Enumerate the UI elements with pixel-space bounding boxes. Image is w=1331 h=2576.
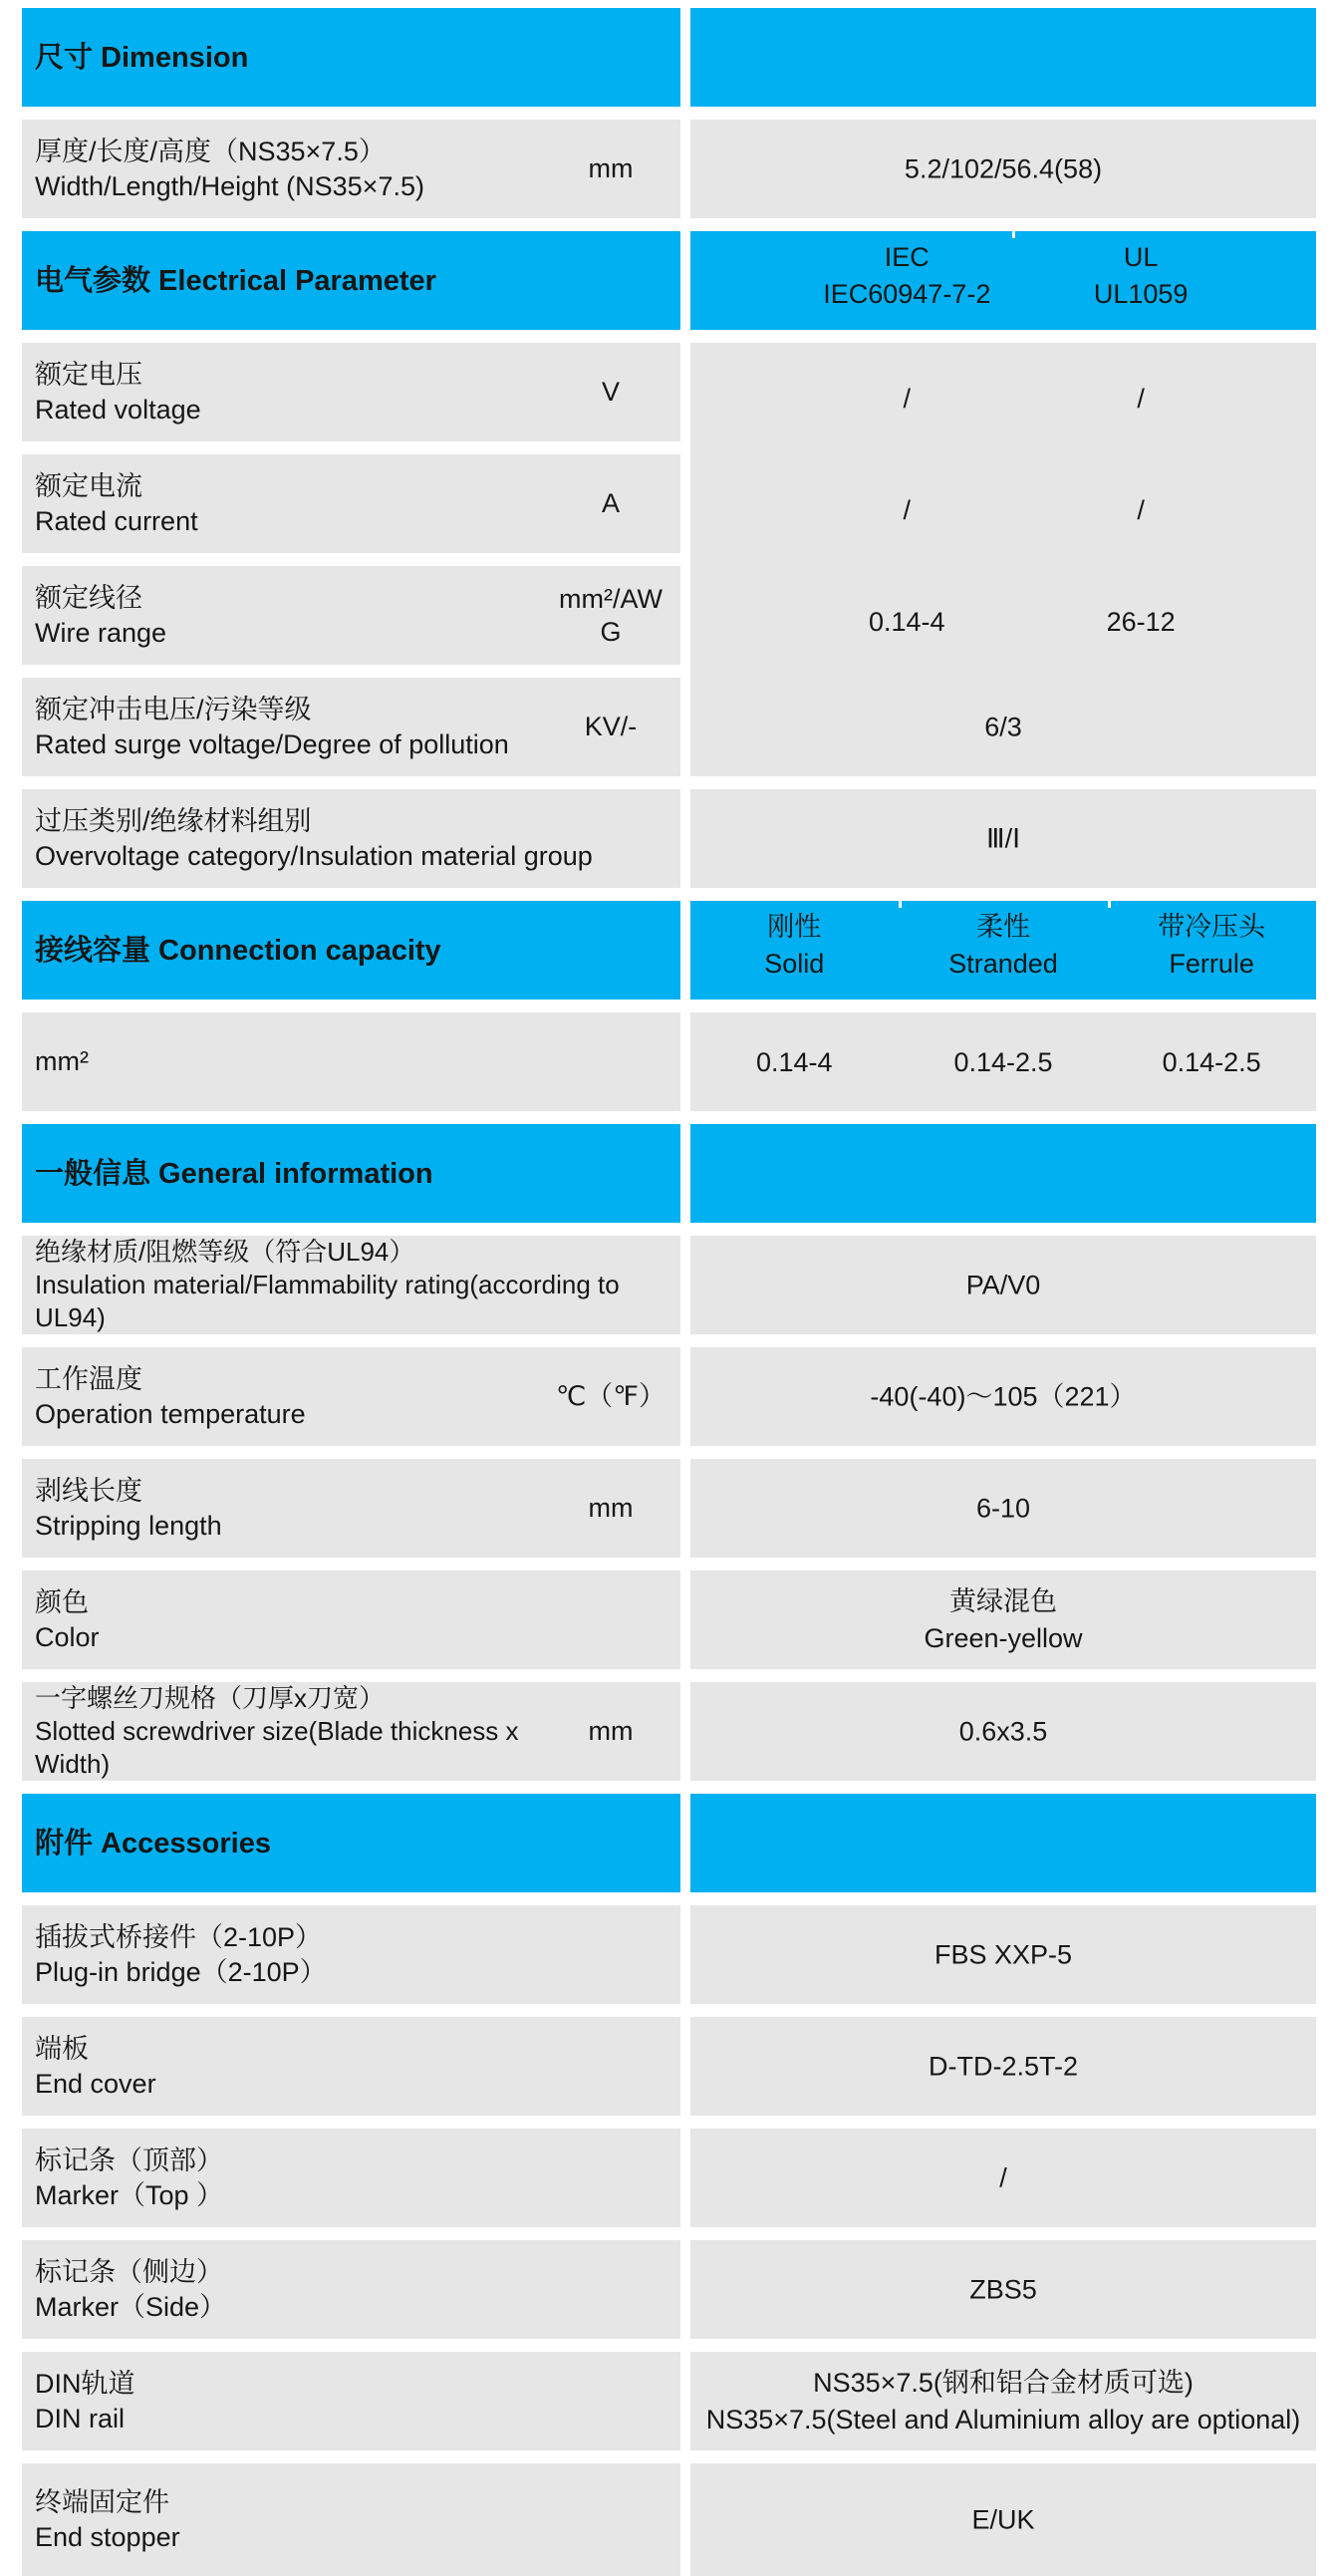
label-zh: 过压类别/绝缘材料组别 — [35, 805, 312, 836]
row-value-cell — [690, 120, 1316, 218]
value-iec: / — [903, 384, 912, 414]
value: 6/3 — [984, 712, 1022, 741]
row-value-cell — [690, 343, 1316, 454]
row-value-cell — [690, 566, 1316, 678]
spec-row-screwdriver — [22, 1682, 1316, 1781]
row-label-cell — [22, 789, 680, 888]
spec-row-stripping — [22, 1459, 1316, 1558]
row-label-cell — [22, 2129, 680, 2227]
value: 5.2/102/56.4(58) — [904, 153, 1103, 183]
value: D-TD-2.5T-2 — [928, 2051, 1079, 2081]
row-label-cell — [22, 566, 680, 665]
row-label-cell — [22, 1682, 680, 1781]
label-en: Wire range — [35, 617, 167, 648]
label-en: Color — [35, 1621, 100, 1652]
value: -40(-40)～105（221） — [870, 1381, 1137, 1411]
row-label-cell — [22, 2240, 680, 2339]
spec-row-insulation — [22, 1236, 1316, 1334]
spec-row-dimension — [22, 120, 1316, 218]
label-en: Rated voltage — [35, 394, 201, 425]
row-value-cell — [690, 2352, 1316, 2450]
label-en: DIN rail — [35, 2403, 126, 2433]
label-zh: 端板 — [35, 2033, 89, 2064]
section-title: 尺寸 Dimension — [35, 41, 249, 74]
row-value-cell — [690, 1236, 1316, 1334]
spec-row-din-rail — [22, 2352, 1316, 2450]
value: 0.6x3.5 — [958, 1716, 1048, 1746]
column-header-ferrule — [1158, 909, 1265, 983]
label-zh: 一字螺丝刀规格（刀厚x刀宽） — [35, 1683, 386, 1713]
label-en: Stripping length — [35, 1510, 222, 1541]
label-en: End stopper — [35, 2521, 180, 2552]
label-zh: 额定电压 — [35, 359, 142, 390]
row-value-cell — [690, 1571, 1316, 1669]
row-label-cell — [22, 2463, 680, 2576]
label-en: End cover — [35, 2068, 156, 2099]
row-label-cell — [22, 1236, 680, 1334]
row-label-cell — [22, 1905, 680, 2004]
spec-row-temperature — [22, 1347, 1316, 1446]
value-solid: 0.14-4 — [755, 1046, 833, 1077]
section-title: 接线容量 Connection capacity — [35, 934, 441, 967]
spec-row-capacity-mm2 — [22, 1012, 1316, 1111]
section-header-accessories — [22, 1794, 1316, 1892]
unit-label: mm — [588, 1716, 634, 1746]
row-value-cell — [690, 2240, 1316, 2339]
value-zh: NS35×7.5(钢和铝合金材质可选) — [813, 2367, 1194, 2398]
section-header-label-cell — [22, 1124, 680, 1223]
row-value-cell — [690, 2463, 1316, 2576]
value-en: Green-yellow — [924, 1622, 1083, 1653]
spec-row-end-cover — [22, 2017, 1316, 2116]
section-header-label-cell — [22, 231, 680, 330]
section-header-label-cell — [22, 901, 680, 1000]
label-en: Width/Length/Height (NS35×7.5) — [35, 170, 424, 201]
row-label-cell — [22, 1012, 680, 1111]
row-label-cell — [22, 2017, 680, 2116]
unit-label: mm²/AWG — [559, 583, 663, 647]
label-zh: 插拔式桥接件（2-10P） — [35, 1921, 323, 1952]
spec-row-marker-side — [22, 2240, 1316, 2339]
value: 6-10 — [975, 1493, 1031, 1523]
unit-label: V — [601, 377, 620, 407]
row-label-cell — [22, 120, 680, 218]
label-en: Operation temperature — [35, 1398, 306, 1429]
row-value-cell — [690, 789, 1316, 888]
section-title: 一般信息 General information — [35, 1157, 433, 1190]
value: PA/V0 — [965, 1270, 1041, 1299]
value — [706, 2365, 1301, 2438]
value-ul: / — [1137, 495, 1145, 525]
row-label-cell — [22, 1347, 680, 1446]
row-label-cell — [22, 1571, 680, 1669]
row-value-cell — [690, 454, 1316, 566]
row-value-cell — [690, 678, 1316, 776]
label-zh: 工作温度 — [35, 1363, 142, 1394]
label-zh: 绝缘材质/阻燃等级（符合UL94） — [35, 1237, 415, 1267]
column-header-iec — [823, 239, 990, 313]
label-zh: 标记条（顶部） — [35, 2145, 223, 2175]
row-value-cell — [690, 1347, 1316, 1446]
spec-row-marker-top — [22, 2129, 1316, 2227]
row-label-cell — [22, 678, 680, 776]
section-title: 电气参数 Electrical Parameter — [35, 264, 436, 297]
column-label-zh: 带冷压头 — [1158, 912, 1266, 942]
column-label: UL — [1123, 242, 1159, 272]
section-header-connection — [22, 901, 1316, 1000]
spec-row-bridge — [22, 1905, 1316, 2004]
label-en: Overvoltage category/Insulation material group — [35, 840, 593, 871]
spec-row-overvoltage — [22, 789, 1316, 888]
label-zh: 剥线长度 — [35, 1475, 142, 1506]
spec-row-rated-voltage — [22, 343, 1316, 441]
section-header-label-cell — [22, 8, 680, 107]
unit-label: mm — [588, 153, 634, 183]
value: FBS XXP-5 — [933, 1939, 1073, 1969]
label-en: Rated current — [35, 505, 198, 536]
value: / — [999, 2162, 1007, 2192]
row-label-cell — [22, 1459, 680, 1558]
row-label-cell — [22, 454, 680, 553]
value-ferrule: 0.14-2.5 — [1162, 1046, 1261, 1077]
section-header-value-cell — [690, 8, 1316, 107]
column-label: IEC — [884, 242, 930, 272]
label-zh: 终端固定件 — [35, 2486, 169, 2517]
column-label-en: Stranded — [948, 949, 1058, 979]
label-zh: 标记条（侧边） — [35, 2256, 223, 2287]
column-divider — [1012, 231, 1015, 238]
section-header-value-cell — [690, 1794, 1316, 1892]
column-divider — [1108, 901, 1111, 908]
spec-row-rated-current — [22, 454, 1316, 553]
section-header-columns-cell — [690, 901, 1316, 1000]
value: Ⅲ/Ⅰ — [985, 823, 1021, 853]
label-en: Plug-in bridge（2-10P） — [35, 1956, 327, 1987]
value-stranded: 0.14-2.5 — [953, 1046, 1053, 1077]
row-label-cell — [22, 343, 680, 441]
row-label-cell — [22, 2352, 680, 2450]
label-zh: DIN轨道 — [35, 2368, 135, 2399]
spec-row-end-stopper — [22, 2463, 1316, 2576]
row-value-cell — [690, 1459, 1316, 1558]
column-label-en: Solid — [764, 949, 825, 979]
value: ZBS5 — [969, 2274, 1037, 2304]
value: E/UK — [971, 2504, 1035, 2534]
section-header-electrical — [22, 231, 1316, 330]
column-header-ul — [1094, 239, 1189, 313]
label-en: Marker（Top ） — [35, 2179, 224, 2210]
label: mm² — [35, 1046, 89, 1076]
spec-row-wire-range — [22, 566, 1316, 665]
column-divider — [899, 901, 902, 908]
value-iec: / — [903, 495, 912, 525]
row-value-cell — [690, 2129, 1316, 2227]
section-header-value-cell — [690, 1124, 1316, 1223]
section-title: 附件 Accessories — [35, 1827, 271, 1860]
column-label-en: Ferrule — [1169, 949, 1254, 979]
label-en: Rated surge voltage/Degree of pollution — [35, 728, 509, 759]
section-header-label-cell — [22, 1794, 680, 1892]
label-zh: 额定电流 — [35, 470, 142, 501]
section-header-columns-cell — [690, 231, 1316, 330]
value-zh: 黄绿混色 — [949, 1585, 1057, 1616]
unit-label: A — [601, 488, 620, 518]
column-header-solid — [764, 909, 824, 983]
section-header-dimension — [22, 8, 1316, 107]
spec-row-surge-voltage — [22, 678, 1316, 776]
unit-label: mm — [588, 1493, 634, 1523]
column-label-zh: 刚性 — [767, 912, 822, 942]
spec-row-color — [22, 1571, 1316, 1669]
value-ul: 26-12 — [1106, 607, 1176, 637]
column-standard: UL1059 — [1093, 279, 1189, 309]
label-en: Slotted screwdriver size(Blade thickness x Width) — [35, 1716, 519, 1779]
column-standard: IEC60947-7-2 — [823, 279, 991, 309]
label-zh: 颜色 — [35, 1586, 89, 1617]
value-ul: / — [1137, 384, 1145, 414]
label-en: Marker（Side） — [35, 2291, 227, 2322]
label-zh: 额定冲击电压/污染等级 — [35, 694, 312, 724]
row-value-cell — [690, 1905, 1316, 2004]
row-value-cell — [690, 1682, 1316, 1781]
section-header-general — [22, 1124, 1316, 1223]
row-value-cell — [690, 1012, 1316, 1111]
row-value-cell — [690, 2017, 1316, 2116]
unit-label: ℃（℉） — [555, 1381, 666, 1411]
label-en: Insulation material/Flammability rating(according to UL94) — [35, 1270, 620, 1332]
column-label-zh: 柔性 — [976, 912, 1030, 942]
unit-label: KV/- — [584, 712, 638, 741]
column-header-stranded — [948, 909, 1058, 983]
label-zh: 额定线径 — [35, 582, 142, 613]
value-en: NS35×7.5(Steel and Aluminium alloy are optional) — [705, 2404, 1301, 2434]
value-iec: 0.14-4 — [869, 607, 945, 637]
label-zh: 厚度/长度/高度（NS35×7.5） — [35, 136, 386, 166]
value — [924, 1583, 1082, 1657]
